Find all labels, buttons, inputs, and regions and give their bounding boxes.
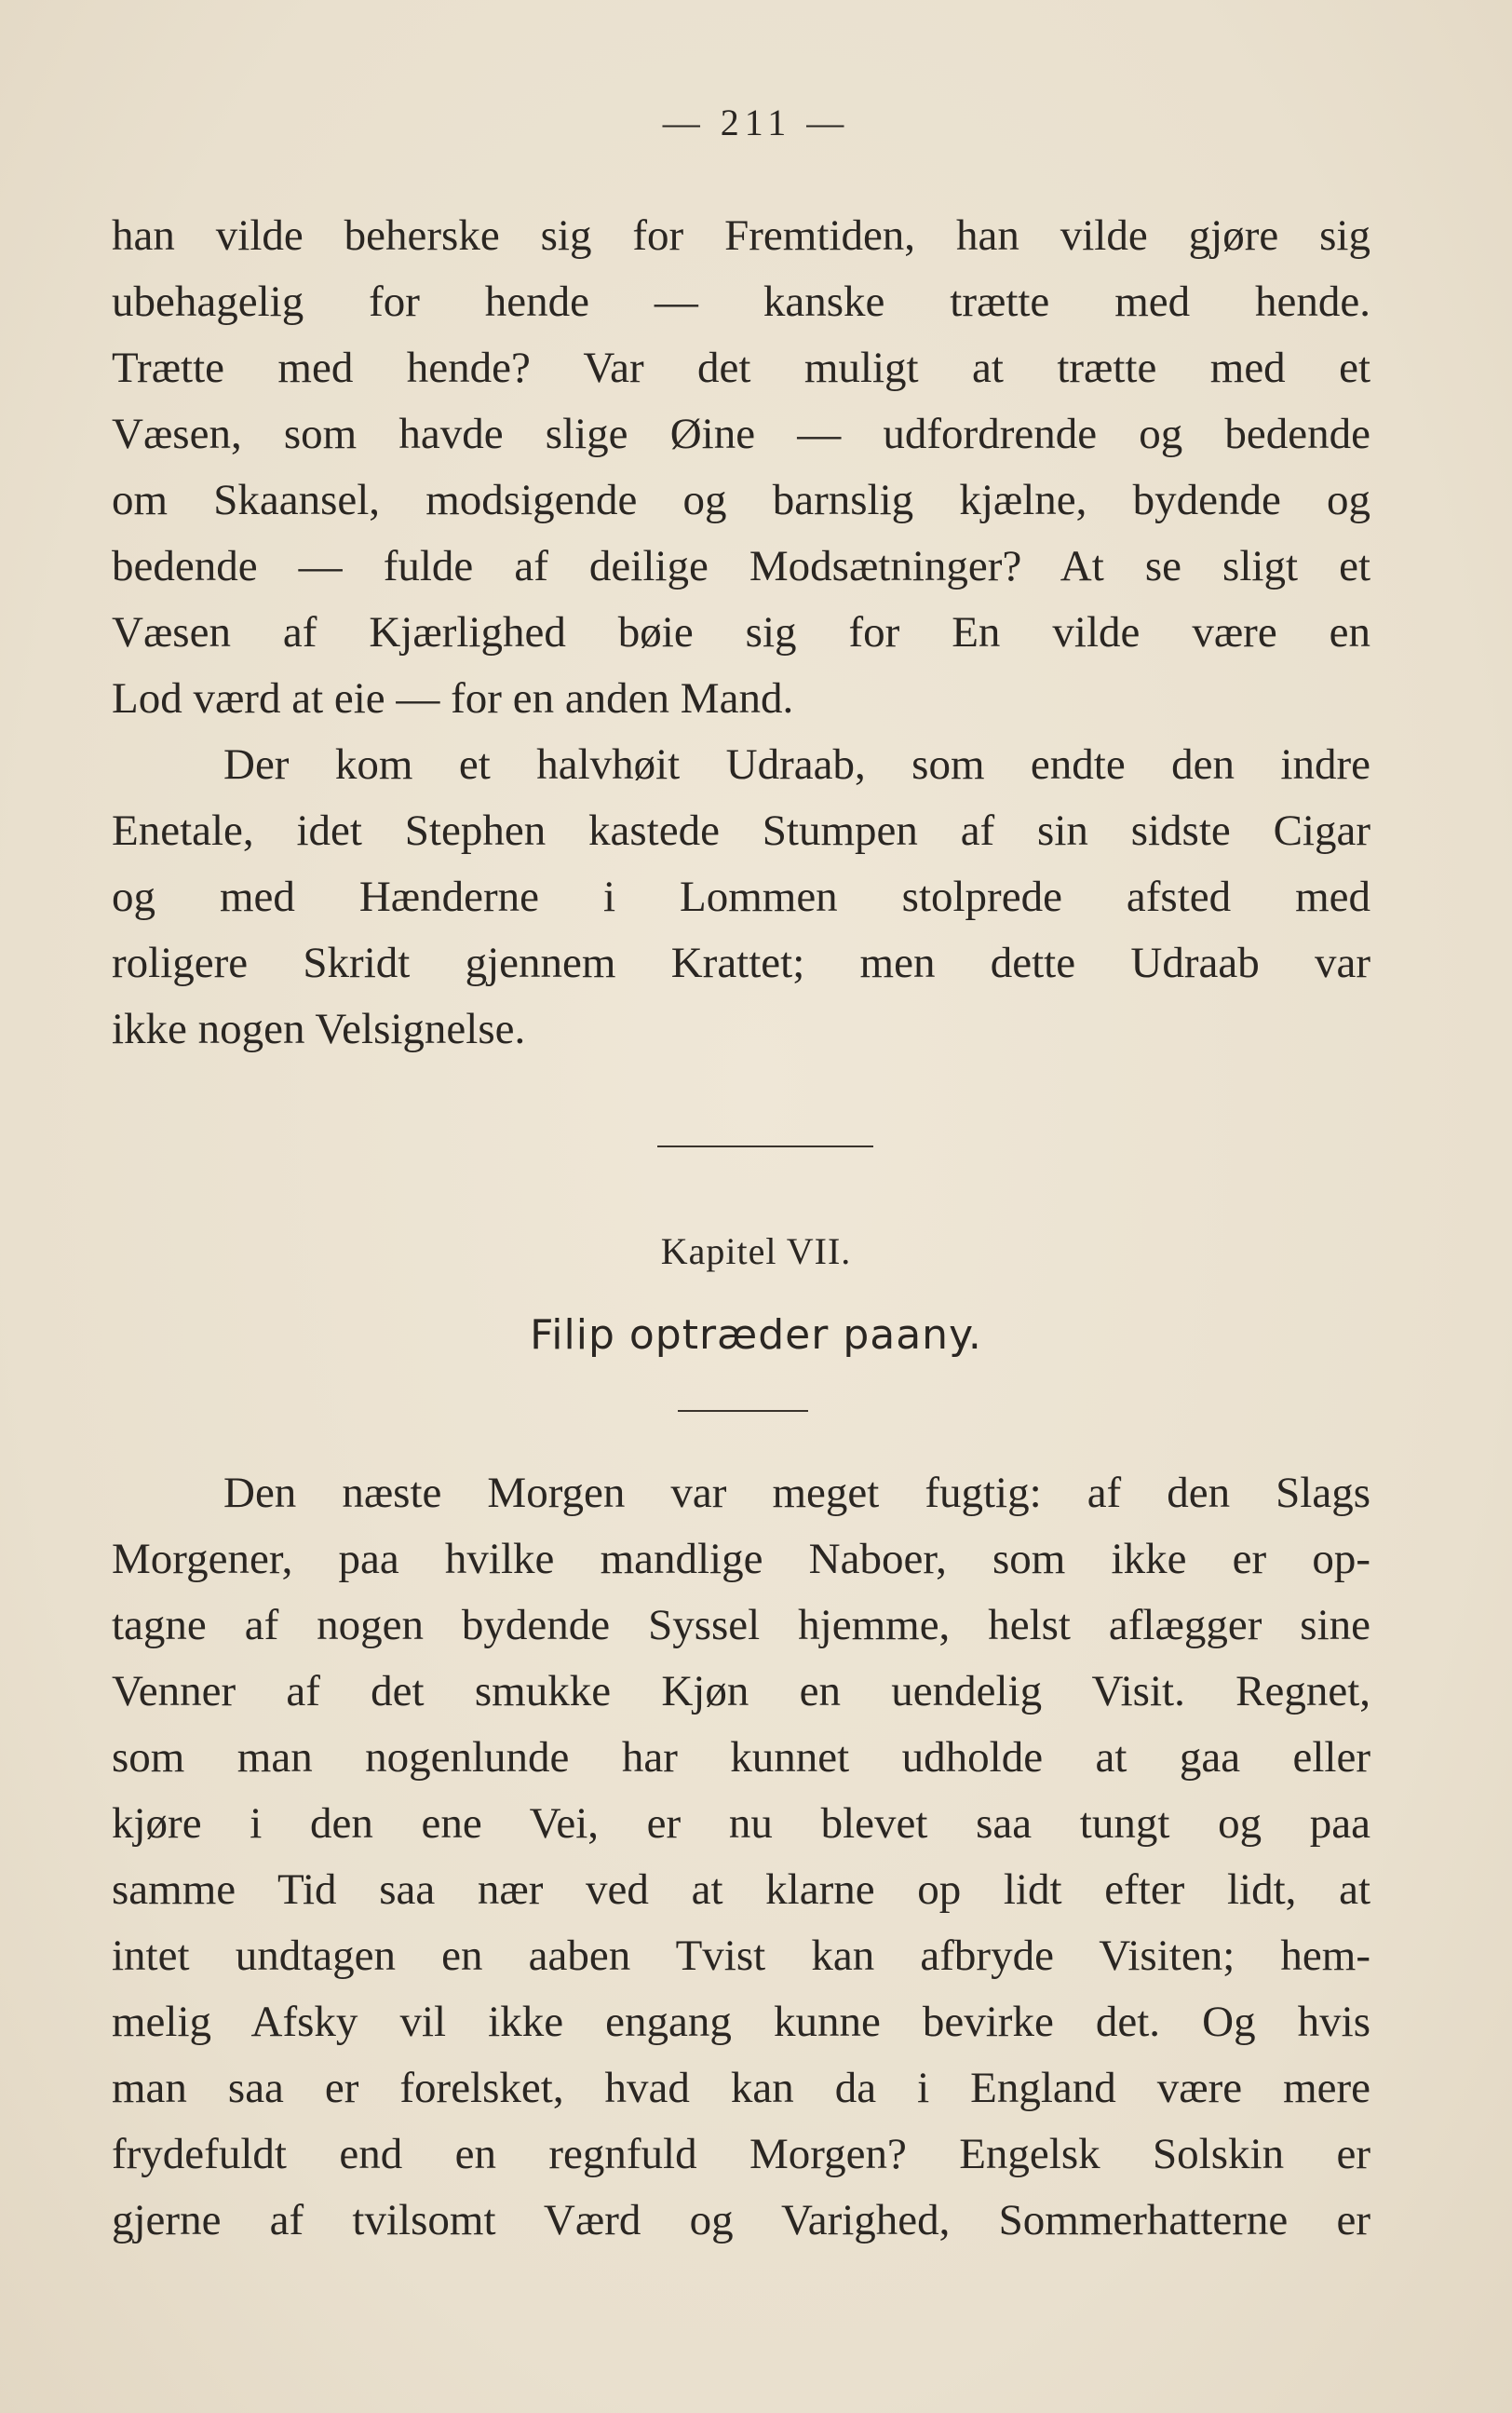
text-line: Den næste Morgen var meget fugtig: af den Slags	[223, 1469, 1370, 1517]
text-line: frydefuldt end en regnfuld Morgen? Engelsk Solskin er	[112, 2130, 1370, 2178]
page-number: — 211 —	[662, 102, 850, 143]
text-line: kjøre i den ene Vei, er nu blevet saa tungt og paa	[112, 1799, 1370, 1848]
text-line: Lod værd at eie — for en anden Mand.	[112, 674, 794, 723]
text-line: man saa er forelsket, hvad kan da i England være mere	[112, 2064, 1370, 2112]
paragraph-continued	[112, 203, 1370, 732]
text-line: Venner af det smukke Kjøn en uendelig Visit. Regnet,	[112, 1667, 1370, 1715]
text-line: Trætte med hende? Var det muligt at trætte med et	[112, 344, 1370, 392]
text-line: roligere Skridt gjennem Krattet; men dette Udraab var	[112, 939, 1370, 987]
text-line: Der kom et halvhøit Udraab, som endte den indre	[223, 740, 1370, 789]
text-line: bedende — fulde af deilige Modsætninger? At se sligt et	[112, 542, 1370, 590]
text-line: han vilde beherske sig for Fremtiden, han vilde gjøre sig	[112, 211, 1370, 260]
text-line: intet undtagen en aaben Tvist kan afbryde Visiten; hem-	[112, 1932, 1370, 1980]
text-line: melig Afsky vil ikke engang kunne bevirke det. Og hvis	[112, 1998, 1370, 2046]
text-line: Morgener, paa hvilke mandlige Naboer, som ikke er op-	[112, 1535, 1370, 1583]
chapter-title-rule	[678, 1410, 808, 1412]
text-line: Enetale, idet Stephen kastede Stumpen af sin sidste Cigar	[112, 807, 1370, 855]
section-divider-rule	[657, 1145, 873, 1147]
text-line: ikke nogen Velsignelse.	[112, 1005, 526, 1053]
text-line: gjerne af tvilsomt Værd og Varighed, Sommerhatterne er	[112, 2196, 1370, 2244]
text-line: om Skaansel, modsigende og barnslig kjælne, bydende og	[112, 476, 1370, 524]
text-line: Væsen af Kjærlighed bøie sig for En vilde være en	[112, 608, 1370, 657]
text-line: samme Tid saa nær ved at klarne op lidt efter lidt, at	[112, 1865, 1370, 1914]
chapter-title: Filip optræder paany.	[530, 1311, 982, 1359]
chapter-label: Kapitel VII.	[660, 1230, 852, 1272]
text-line: ubehagelig for hende — kanske trætte med hende.	[112, 278, 1370, 326]
paragraph	[112, 732, 1370, 1063]
text-line: som man nogenlunde har kunnet udholde at gaa eller	[112, 1733, 1370, 1782]
text-line: og med Hænderne i Lommen stolprede afsted med	[112, 873, 1370, 921]
text-line: tagne af nogen bydende Syssel hjemme, helst aflægger sine	[112, 1601, 1370, 1649]
chapter-paragraph	[112, 1460, 1370, 2254]
text-line: Væsen, som havde slige Øine — udfordrende og bedende	[112, 410, 1370, 458]
